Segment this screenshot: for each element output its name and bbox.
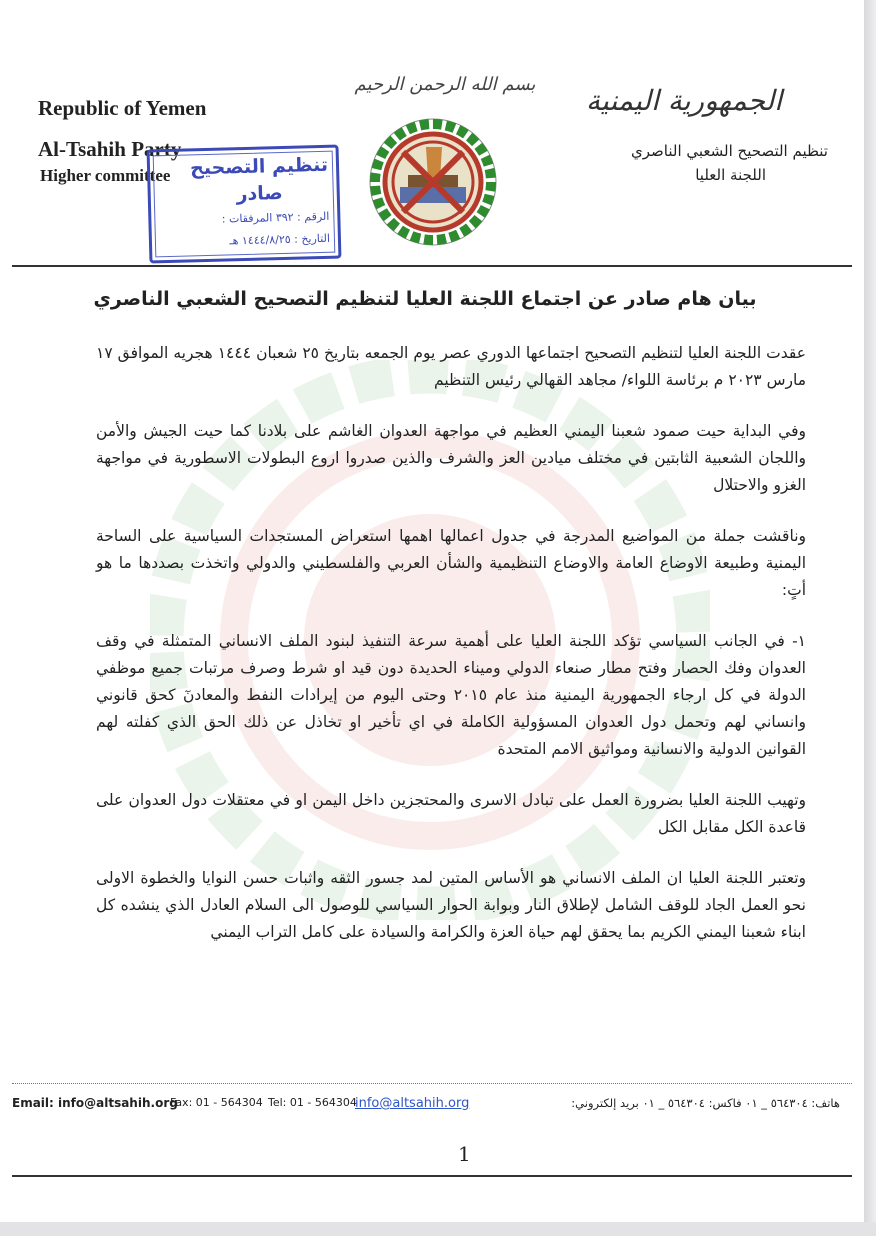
paragraph-prisoners: وتهيب اللجنة العليا بضرورة العمل على تبادل الاسرى والمحتجزين داخل اليمن او في معتقلات دول العدوان على قاعدة الكل مقابل الكل [96,791,806,836]
stamp-issued-label: صادر [236,181,284,206]
stamp-date: التاريخ : ١٤٤٤/٨/٢٥ هـ [229,231,331,248]
stamp-org-name: تنظيم التصحيح [189,153,329,180]
footer-fax: Fax: 01 - 564304 [170,1096,263,1109]
footer-contact-ar: هاتف: ٥٦٤٣٠٤ _ ٠١ فاكس: ٥٦٤٣٠٤ _ ٠١ بريد إلكتروني: [571,1096,840,1110]
page-bottom-rule [12,1175,852,1177]
footer-email-link[interactable]: info@altsahih.org [355,1096,470,1111]
header-party-en: Al-Tsahih Party [38,137,182,161]
paragraph-agenda: وناقشت جملة من المواضيع المدرجة في جدول اعمالها اهمها استعراض المستجدات السياسية على الساحة اليمنية وطبيعة الاوضاع العامة والاوضاع التنظيمية والشأن العربي والفلسطيني والدولي واتخذت بصددها ما هو أتٍ: [96,527,806,599]
basmala: بسم الله الرحمن الرحيم [354,74,536,95]
header-republic-ar: الجمهورية اليمنية [585,84,783,117]
header-party-ar: تنظيم التصحيح الشعبي الناصري [631,142,828,160]
footer-divider [12,1083,852,1084]
header-committee-ar: اللجنة العليا [695,166,766,184]
statement-body [96,340,806,970]
paragraph-meeting: عقدت اللجنة العليا لتنظيم التصحيح اجتماعها الدوري عصر يوم الجمعه بتاريخ ٢٥ شعبان ١٤٤٤ هجريه الموافق ١٧ مارس ٢٠٢٣ م برئاسة اللواء/ مجاهد القهالي رئيس التنظيم [96,344,806,389]
footer-tel: Tel: 01 - 564304 [268,1096,357,1109]
footer-email: Email: info@altsahih.org [12,1096,178,1110]
page-number: 1 [458,1142,471,1166]
stamp-reference-number: الرقم : ٣٩٢ المرفقات : [221,209,330,226]
issued-stamp [147,145,342,264]
header-divider [12,265,852,267]
header-republic-en: Republic of Yemen [38,96,207,120]
statement-title: بيان هام صادر عن اجتماع اللجنة العليا لتنظيم التصحيح الشعبي الناصري [93,288,757,310]
party-logo-icon [368,117,498,247]
paragraph-political: ١- في الجانب السياسي تؤكد اللجنة العليا على أهمية سرعة التنفيذ لبنود الملف الانساني المتمثلة في وقف العدوان وفك الحصار وفتح مطار صنعاء الدولي وميناء الحديدة دون قيد او شرط وصرف مرتبات جميع موظفي الدولة في كل ارجاء الجمهورية اليمنية منذ عام ٢٠١٥ وحتى اليوم من إيرادات النفط والمعادنٓ كحق قانوني وانساني لهم وتحمل دول العدوان المسؤولية الكاملة في اي تأخير او تخاذل عن ذلك الحق الذي كفلته لهم القوانين الدولية والانسانية ومواثيق الامم المتحدة [96,632,806,758]
page-bottom-shadow [0,1222,876,1236]
header-committee-en: Higher committee [40,166,171,185]
page-edge-shadow [864,0,876,1236]
paragraph-salute: وفي البداية حيت صمود شعبنا اليمني العظيم في مواجهة العدوان الغاشم على بلادنا كما حيت الجيش والأمن واللجان الشعبية الثابتين في مختلف ميادين العز والشرف والذين صدروا اروع البطولات الاسطورية في مواجهة الغزو والاحتلال [96,422,806,494]
paragraph-humanitarian: وتعتبر اللجنة العليا ان الملف الانساني هو الأساس المتين لمد جسور الثقه واثبات حسن النوايا والخطوة الاولى نحو العمل الجاد للوقف الشامل لإطلاق النار وبوابة الحوار السياسي للوصول الى السلام العادل الذي ينشده كل ابناء شعبنا اليمني الكريم بما يحقق لهم حياة العزة والكرامة والسيادة على كامل التراب اليمني [96,869,806,941]
